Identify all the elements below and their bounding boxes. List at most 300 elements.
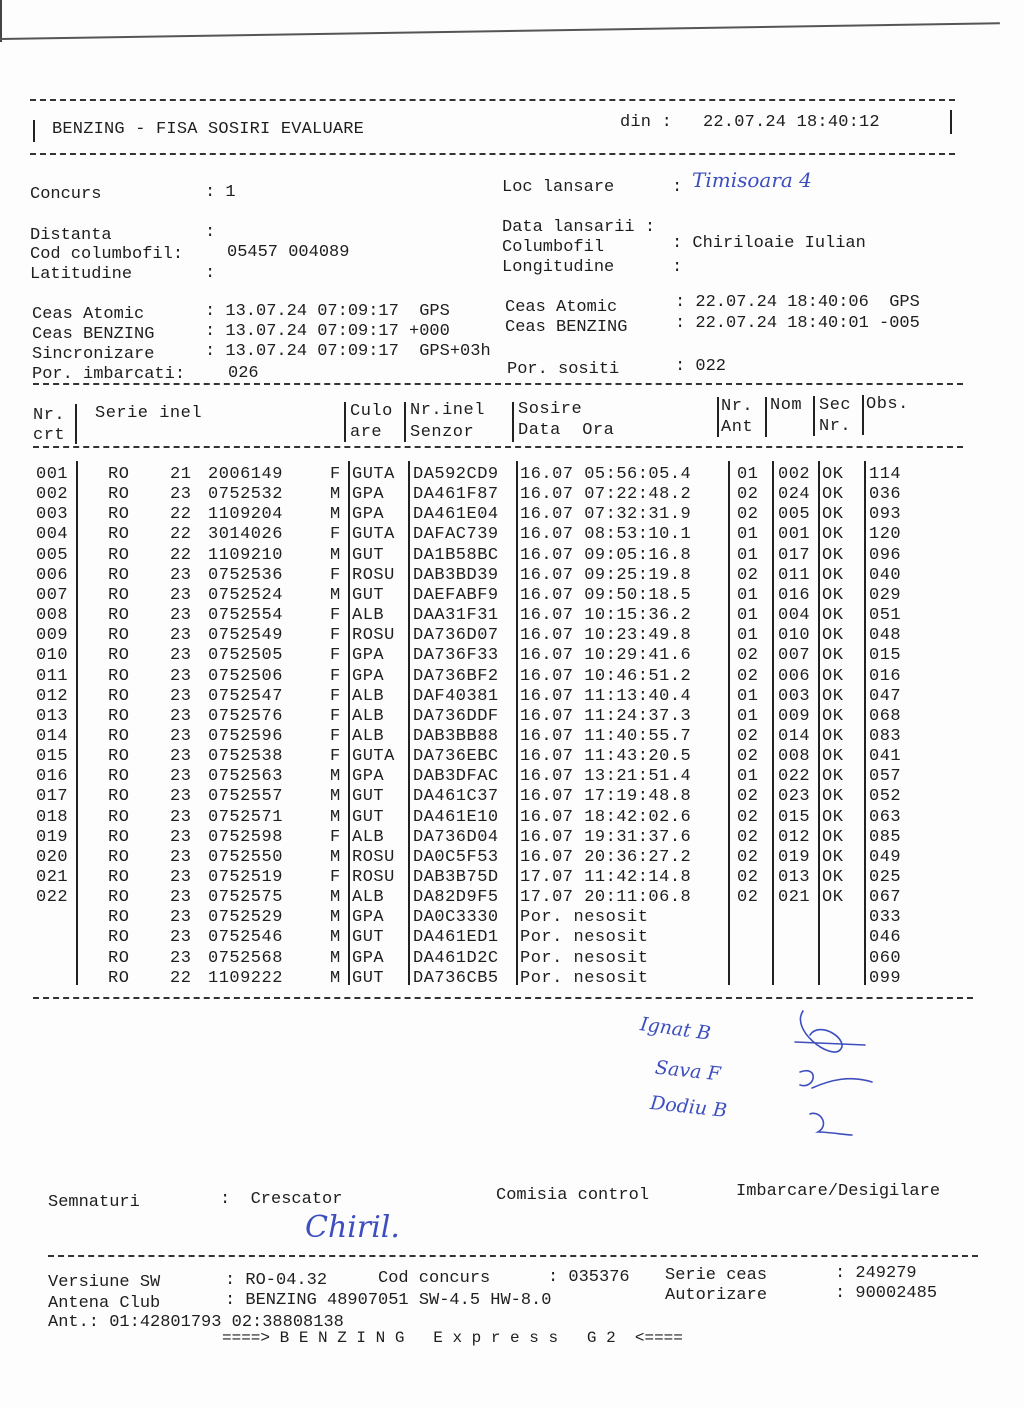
loc-lansare-label: Loc lansare bbox=[502, 178, 615, 197]
cell-sensor-ring: DA82D9F5 bbox=[413, 888, 499, 908]
cell-sensor-ring: DA0C3330 bbox=[413, 908, 499, 928]
cell-year: 23 bbox=[170, 868, 192, 887]
cell-sensor-ring: DA461C37 bbox=[413, 787, 499, 807]
cell-sex: M bbox=[330, 928, 341, 948]
cod-concurs-label: Cod concurs bbox=[378, 1269, 491, 1288]
cell-ring-number: 0752575 bbox=[208, 888, 283, 908]
cell-year: 23 bbox=[170, 646, 192, 666]
cell-nom: 010 bbox=[778, 626, 811, 646]
cell-year: 23 bbox=[170, 827, 192, 847]
cell-color: GUTA bbox=[352, 747, 395, 767]
cell-nr: 015 bbox=[36, 747, 69, 767]
cell-antenna: 01 bbox=[737, 585, 759, 605]
cell-sec: OK bbox=[822, 847, 844, 867]
cell-arrival: 16.07 07:22:48.2 bbox=[520, 485, 692, 505]
cell-country: RO bbox=[108, 747, 130, 767]
cell-sec: OK bbox=[822, 747, 844, 767]
cell-obs: 048 bbox=[869, 626, 902, 646]
cell-color: ROSU bbox=[352, 868, 395, 887]
cell-sec: OK bbox=[822, 686, 844, 706]
cell-antenna: 02 bbox=[737, 726, 759, 746]
cell-ring-number: 0752547 bbox=[208, 686, 283, 706]
cell-obs: 063 bbox=[869, 807, 902, 827]
cell-obs: 068 bbox=[869, 706, 902, 726]
cell-nr: 001 bbox=[36, 465, 69, 484]
cell-sex: F bbox=[330, 525, 341, 545]
cell-year: 23 bbox=[170, 606, 192, 626]
cell-sex: M bbox=[330, 585, 341, 605]
cell-arrival: Por. nesosit bbox=[520, 968, 649, 988]
cell-color: GUTA bbox=[352, 525, 395, 545]
cell-ring-number: 2006149 bbox=[208, 465, 283, 484]
col-ant-sub: Ant bbox=[721, 418, 754, 437]
cod-concurs-value: : 035376 bbox=[548, 1268, 630, 1287]
cell-color: GUT bbox=[352, 928, 385, 948]
cell-nom: 006 bbox=[778, 666, 811, 686]
cell-antenna: 02 bbox=[737, 666, 759, 686]
cell-ring-number: 1109222 bbox=[208, 968, 283, 988]
cell-country: RO bbox=[108, 968, 130, 988]
cell-ring-number: 1109204 bbox=[208, 505, 283, 525]
cell-nom: 024 bbox=[778, 485, 811, 505]
cell-nom: 017 bbox=[778, 545, 811, 565]
cell-obs: 029 bbox=[869, 585, 902, 605]
cell-nr: 006 bbox=[36, 565, 69, 585]
imbarcare-label: Imbarcare/Desigilare bbox=[736, 1182, 941, 1201]
cell-antenna: 01 bbox=[737, 606, 759, 626]
cell-sex: M bbox=[330, 807, 341, 827]
cell-nr: 019 bbox=[36, 827, 69, 847]
cell-obs: 033 bbox=[869, 908, 902, 928]
cell-antenna: 02 bbox=[737, 505, 759, 525]
cell-year: 22 bbox=[170, 968, 192, 988]
cell-sensor-ring: DA461E04 bbox=[413, 505, 499, 525]
cell-antenna: 01 bbox=[737, 545, 759, 565]
cell-arrival: 16.07 10:29:41.6 bbox=[520, 646, 692, 666]
cell-arrival: 16.07 11:24:37.3 bbox=[520, 706, 692, 726]
cell-sex: F bbox=[330, 706, 341, 726]
cell-nr: 010 bbox=[36, 646, 69, 666]
latitudine-value: : bbox=[205, 264, 216, 283]
cell-sensor-ring: DA736D07 bbox=[413, 626, 499, 646]
cell-sex: M bbox=[330, 545, 341, 565]
cell-ring-number: 0752505 bbox=[208, 646, 283, 666]
ceas-atomic-end: : 22.07.24 18:40:06 GPS bbox=[675, 293, 920, 312]
cell-nr: 008 bbox=[36, 606, 69, 626]
cell-year: 23 bbox=[170, 666, 192, 686]
columbofil-value: : Chiriloaie Iulian bbox=[672, 234, 866, 253]
cell-nom: 008 bbox=[778, 747, 811, 767]
cell-nom: 014 bbox=[778, 726, 811, 746]
col-senzor: Nr.inel bbox=[410, 401, 485, 420]
print-date-label: din : bbox=[620, 113, 673, 132]
cell-arrival: Por. nesosit bbox=[520, 908, 649, 928]
cell-obs: 046 bbox=[869, 928, 902, 948]
cell-obs: 093 bbox=[869, 505, 902, 525]
cell-obs: 040 bbox=[869, 565, 902, 585]
cell-sex: M bbox=[330, 968, 341, 988]
cell-sex: M bbox=[330, 908, 341, 928]
cell-arrival: 17.07 11:42:14.8 bbox=[520, 868, 692, 887]
cell-sec: OK bbox=[822, 827, 844, 847]
cell-arrival: 16.07 09:05:16.8 bbox=[520, 545, 692, 565]
cell-obs: 085 bbox=[869, 827, 902, 847]
cell-sensor-ring: DA736F33 bbox=[413, 646, 499, 666]
cell-ring-number: 0752596 bbox=[208, 726, 283, 746]
cell-arrival: 16.07 11:43:20.5 bbox=[520, 747, 692, 767]
cell-sex: F bbox=[330, 747, 341, 767]
cell-country: RO bbox=[108, 606, 130, 626]
signature-scribble bbox=[800, 1071, 872, 1088]
cell-sex: M bbox=[330, 505, 341, 525]
cell-sex: M bbox=[330, 948, 341, 968]
cell-sensor-ring: DAFAC739 bbox=[413, 525, 499, 545]
cell-ring-number: 0752576 bbox=[208, 706, 283, 726]
concurs-label: Concurs bbox=[30, 185, 102, 204]
col-nom: Nom bbox=[770, 396, 803, 415]
sincronizare-label: Sincronizare bbox=[32, 345, 155, 364]
serie-ceas-value: : 249279 bbox=[835, 1264, 917, 1283]
cell-ring-number: 3014026 bbox=[208, 525, 283, 545]
cell-arrival: 16.07 08:53:10.1 bbox=[520, 525, 692, 545]
cell-ring-number: 0752546 bbox=[208, 928, 283, 948]
cell-color: GPA bbox=[352, 485, 385, 505]
cell-nr: 003 bbox=[36, 505, 69, 525]
cell-arrival: 16.07 09:25:19.8 bbox=[520, 565, 692, 585]
cell-year: 23 bbox=[170, 908, 192, 928]
cell-sec: OK bbox=[822, 545, 844, 565]
cell-sec: OK bbox=[822, 565, 844, 585]
cell-antenna: 02 bbox=[737, 847, 759, 867]
col-senzor-sub: Senzor bbox=[410, 423, 475, 442]
cell-sec: OK bbox=[822, 606, 844, 626]
cell-obs: 067 bbox=[869, 888, 902, 908]
cell-nr: 009 bbox=[36, 626, 69, 646]
cell-nr: 018 bbox=[36, 807, 69, 827]
breeder-signature: Chiril. bbox=[305, 1210, 400, 1245]
cell-nom: 016 bbox=[778, 585, 811, 605]
cell-country: RO bbox=[108, 646, 130, 666]
cell-antenna: 01 bbox=[737, 686, 759, 706]
cell-country: RO bbox=[108, 565, 130, 585]
cell-country: RO bbox=[108, 928, 130, 948]
cell-year: 23 bbox=[170, 807, 192, 827]
cell-sensor-ring: DAB3DFAC bbox=[413, 767, 499, 787]
versiune-value: : RO-04.32 bbox=[225, 1271, 328, 1290]
cell-obs: 060 bbox=[869, 948, 902, 968]
cell-antenna: 02 bbox=[737, 888, 759, 908]
cell-country: RO bbox=[108, 908, 130, 928]
cod-columbofil-label: Cod columbofil: bbox=[30, 245, 184, 264]
cell-country: RO bbox=[108, 868, 130, 887]
cell-year: 23 bbox=[170, 626, 192, 646]
cell-ring-number: 0752554 bbox=[208, 606, 283, 626]
cell-country: RO bbox=[108, 847, 130, 867]
cell-year: 23 bbox=[170, 928, 192, 948]
cell-obs: 041 bbox=[869, 747, 902, 767]
cell-sec: OK bbox=[822, 787, 844, 807]
cell-nr: 005 bbox=[36, 545, 69, 565]
cell-arrival: 16.07 20:36:27.2 bbox=[520, 847, 692, 867]
cell-year: 23 bbox=[170, 706, 192, 726]
cell-obs: 083 bbox=[869, 726, 902, 746]
cell-country: RO bbox=[108, 787, 130, 807]
cell-antenna: 01 bbox=[737, 767, 759, 787]
imbarcati-label: Por. imbarcati: bbox=[32, 365, 186, 384]
cell-country: RO bbox=[108, 686, 130, 706]
cell-year: 23 bbox=[170, 948, 192, 968]
cell-antenna: 01 bbox=[737, 525, 759, 545]
cell-antenna: 02 bbox=[737, 787, 759, 807]
cell-sec: OK bbox=[822, 666, 844, 686]
cell-sensor-ring: DA461E10 bbox=[413, 807, 499, 827]
longitudine-value: : bbox=[672, 258, 683, 277]
cell-year: 23 bbox=[170, 726, 192, 746]
antena-value: : BENZING 48907051 SW-4.5 HW-8.0 bbox=[225, 1291, 552, 1310]
col-ant: Nr. bbox=[721, 397, 754, 416]
signature-scribble bbox=[810, 1113, 852, 1135]
cell-sensor-ring: DA736DDF bbox=[413, 706, 499, 726]
cell-nr: 012 bbox=[36, 686, 69, 706]
cell-obs: 052 bbox=[869, 787, 902, 807]
cell-sensor-ring: DAB3BD39 bbox=[413, 565, 499, 585]
cell-year: 23 bbox=[170, 485, 192, 505]
cell-nom: 007 bbox=[778, 646, 811, 666]
cell-nom: 015 bbox=[778, 807, 811, 827]
cell-nr: 014 bbox=[36, 726, 69, 746]
print-date: 22.07.24 18:40:12 bbox=[703, 113, 880, 132]
cell-sensor-ring: DA736CB5 bbox=[413, 968, 499, 988]
cell-nom: 003 bbox=[778, 686, 811, 706]
cell-nr: 007 bbox=[36, 585, 69, 605]
cell-sec: OK bbox=[822, 505, 844, 525]
semnaturi-label: Semnaturi bbox=[48, 1193, 140, 1212]
cell-obs: 096 bbox=[869, 545, 902, 565]
cell-country: RO bbox=[108, 948, 130, 968]
cell-sec: OK bbox=[822, 585, 844, 605]
ceas-atomic-end-label: Ceas Atomic bbox=[505, 298, 618, 317]
cell-arrival: 16.07 10:46:51.2 bbox=[520, 666, 692, 686]
cell-sensor-ring: DA461F87 bbox=[413, 485, 499, 505]
cell-obs: 016 bbox=[869, 666, 902, 686]
col-sec-sub: Nr. bbox=[819, 417, 852, 436]
cell-country: RO bbox=[108, 807, 130, 827]
comisia-label: Comisia control bbox=[496, 1186, 650, 1205]
cell-sensor-ring: DA461D2C bbox=[413, 948, 499, 968]
cell-sensor-ring: DA736EBC bbox=[413, 747, 499, 767]
cod-columbofil-value: 05457 004089 bbox=[227, 243, 350, 262]
cell-sex: F bbox=[330, 465, 341, 484]
concurs-value: : 1 bbox=[205, 183, 236, 202]
cell-color: ALB bbox=[352, 706, 385, 726]
col-sec: Sec bbox=[819, 396, 852, 415]
serie-ceas-label: Serie ceas bbox=[665, 1266, 768, 1285]
cell-sensor-ring: DA592CD9 bbox=[413, 465, 499, 484]
cell-year: 23 bbox=[170, 585, 192, 605]
cell-color: GUT bbox=[352, 787, 385, 807]
cell-color: GPA bbox=[352, 646, 385, 666]
cell-sec: OK bbox=[822, 626, 844, 646]
cell-year: 23 bbox=[170, 847, 192, 867]
cell-nr: 011 bbox=[36, 666, 69, 686]
cell-antenna: 01 bbox=[737, 465, 759, 484]
cell-arrival: 16.07 10:23:49.8 bbox=[520, 626, 692, 646]
cell-arrival: 16.07 09:50:18.5 bbox=[520, 585, 692, 605]
cell-sex: F bbox=[330, 666, 341, 686]
cell-sensor-ring: DA736D04 bbox=[413, 827, 499, 847]
autorizare-label: Autorizare bbox=[665, 1286, 768, 1305]
cell-nr: 016 bbox=[36, 767, 69, 787]
cell-color: ROSU bbox=[352, 847, 395, 867]
cell-nr: 002 bbox=[36, 485, 69, 505]
cell-nr: 020 bbox=[36, 847, 69, 867]
cell-ring-number: 0752563 bbox=[208, 767, 283, 787]
imbarcati-value: 026 bbox=[228, 364, 259, 383]
cell-arrival: Por. nesosit bbox=[520, 948, 649, 968]
cell-antenna: 02 bbox=[737, 565, 759, 585]
colon: : bbox=[672, 178, 683, 197]
cell-country: RO bbox=[108, 706, 130, 726]
cell-year: 23 bbox=[170, 787, 192, 807]
cell-color: GPA bbox=[352, 948, 385, 968]
cell-arrival: 16.07 13:21:51.4 bbox=[520, 767, 692, 787]
col-culoare: Culo bbox=[350, 402, 393, 421]
benzing-banner: ====> B E N Z I N G E x p r e s s G 2 <==== bbox=[222, 1329, 683, 1347]
ceas-benzing-label: Ceas BENZING bbox=[32, 325, 155, 344]
distanta-value: : bbox=[205, 223, 216, 242]
cell-country: RO bbox=[108, 505, 130, 525]
cell-country: RO bbox=[108, 888, 130, 908]
cell-sec: OK bbox=[822, 525, 844, 545]
col-nr: Nr. bbox=[33, 406, 66, 425]
col-nr-sub: crt bbox=[33, 426, 66, 445]
cell-sex: F bbox=[330, 686, 341, 706]
crescator-label: : Crescator bbox=[220, 1190, 343, 1209]
cell-sec: OK bbox=[822, 868, 844, 887]
cell-sex: M bbox=[330, 888, 341, 908]
cell-sec: OK bbox=[822, 485, 844, 505]
cell-obs: 047 bbox=[869, 686, 902, 706]
cell-country: RO bbox=[108, 485, 130, 505]
cell-country: RO bbox=[108, 545, 130, 565]
cell-color: GPA bbox=[352, 505, 385, 525]
cell-color: ROSU bbox=[352, 565, 395, 585]
commission-member-2: Sava F bbox=[654, 1056, 722, 1086]
cell-year: 23 bbox=[170, 767, 192, 787]
cell-color: GUTA bbox=[352, 465, 395, 484]
cell-nr: 013 bbox=[36, 706, 69, 726]
col-sosire: Sosire bbox=[518, 400, 583, 419]
cell-country: RO bbox=[108, 666, 130, 686]
autorizare-value: : 90002485 bbox=[835, 1284, 938, 1303]
cell-arrival: 16.07 17:19:48.8 bbox=[520, 787, 692, 807]
cell-sec: OK bbox=[822, 888, 844, 908]
cell-nr: 022 bbox=[36, 888, 69, 908]
cell-sensor-ring: DA461ED1 bbox=[413, 928, 499, 948]
cell-ring-number: 0752506 bbox=[208, 666, 283, 686]
col-sosire-sub: Data Ora bbox=[518, 421, 615, 440]
cell-color: ALB bbox=[352, 726, 385, 746]
cell-country: RO bbox=[108, 585, 130, 605]
distanta-label: Distanta bbox=[30, 226, 112, 245]
col-serie-inel: Serie inel bbox=[95, 404, 203, 423]
cell-arrival: 16.07 11:13:40.4 bbox=[520, 686, 692, 706]
cell-sensor-ring: DAB3B75D bbox=[413, 868, 499, 887]
cell-sensor-ring: DAF40381 bbox=[413, 686, 499, 706]
ceas-benzing-end: : 22.07.24 18:40:01 -005 bbox=[675, 314, 920, 333]
ceas-atomic-start: : 13.07.24 07:09:17 GPS bbox=[205, 302, 450, 321]
cell-sec: OK bbox=[822, 646, 844, 666]
cell-year: 22 bbox=[170, 545, 192, 565]
ceas-benzing-end-label: Ceas BENZING bbox=[505, 318, 628, 337]
cell-arrival: 16.07 07:32:31.9 bbox=[520, 505, 692, 525]
cell-sensor-ring: DA0C5F53 bbox=[413, 847, 499, 867]
cell-nom: 005 bbox=[778, 505, 811, 525]
cell-sex: F bbox=[330, 626, 341, 646]
cell-arrival: 16.07 11:40:55.7 bbox=[520, 726, 692, 746]
cell-nr: 004 bbox=[36, 525, 69, 545]
cell-nom: 023 bbox=[778, 787, 811, 807]
cell-sex: F bbox=[330, 646, 341, 666]
cell-sensor-ring: DAA31F31 bbox=[413, 606, 499, 626]
cell-obs: 114 bbox=[869, 465, 902, 484]
cell-antenna: 02 bbox=[737, 827, 759, 847]
cell-obs: 099 bbox=[869, 968, 902, 988]
cell-sec: OK bbox=[822, 807, 844, 827]
document-title: BENZING - FISA SOSIRI EVALUARE bbox=[52, 120, 365, 139]
col-obs: Obs. bbox=[866, 395, 909, 414]
cell-ring-number: 0752524 bbox=[208, 585, 283, 605]
cell-sex: F bbox=[330, 726, 341, 746]
cell-color: GPA bbox=[352, 908, 385, 928]
cell-sex: M bbox=[330, 787, 341, 807]
cell-country: RO bbox=[108, 525, 130, 545]
cell-ring-number: 0752568 bbox=[208, 948, 283, 968]
cell-sec: OK bbox=[822, 706, 844, 726]
cell-antenna: 02 bbox=[737, 868, 759, 887]
cell-nom: 001 bbox=[778, 525, 811, 545]
cell-nom: 021 bbox=[778, 888, 811, 908]
cell-sex: M bbox=[330, 767, 341, 787]
cell-nom: 004 bbox=[778, 606, 811, 626]
cell-obs: 051 bbox=[869, 606, 902, 626]
columbofil-label: Columbofil bbox=[502, 238, 605, 257]
cell-ring-number: 0752529 bbox=[208, 908, 283, 928]
cell-obs: 049 bbox=[869, 847, 902, 867]
ceas-benzing-start: : 13.07.24 07:09:17 +000 bbox=[205, 322, 450, 341]
cell-color: ALB bbox=[352, 606, 385, 626]
cell-antenna: 02 bbox=[737, 807, 759, 827]
sositi-value: : 022 bbox=[675, 357, 727, 376]
cell-year: 22 bbox=[170, 525, 192, 545]
cell-country: RO bbox=[108, 767, 130, 787]
cell-nom: 013 bbox=[778, 868, 811, 887]
cell-color: ALB bbox=[352, 888, 385, 908]
cell-ring-number: 0752532 bbox=[208, 485, 283, 505]
cell-nom: 022 bbox=[778, 767, 811, 787]
cell-sensor-ring: DA736BF2 bbox=[413, 666, 499, 686]
antena-label: Antena Club bbox=[48, 1294, 161, 1313]
cell-country: RO bbox=[108, 626, 130, 646]
col-culoare-sub: are bbox=[350, 423, 383, 442]
cell-nom: 009 bbox=[778, 706, 811, 726]
cell-antenna: 01 bbox=[737, 626, 759, 646]
antenna-codes: Ant.: 01:42801793 02:38808138 bbox=[48, 1313, 344, 1332]
cell-obs: 120 bbox=[869, 525, 902, 545]
cell-ring-number: 0752519 bbox=[208, 868, 283, 887]
cell-obs: 015 bbox=[869, 646, 902, 666]
cell-color: GUT bbox=[352, 585, 385, 605]
